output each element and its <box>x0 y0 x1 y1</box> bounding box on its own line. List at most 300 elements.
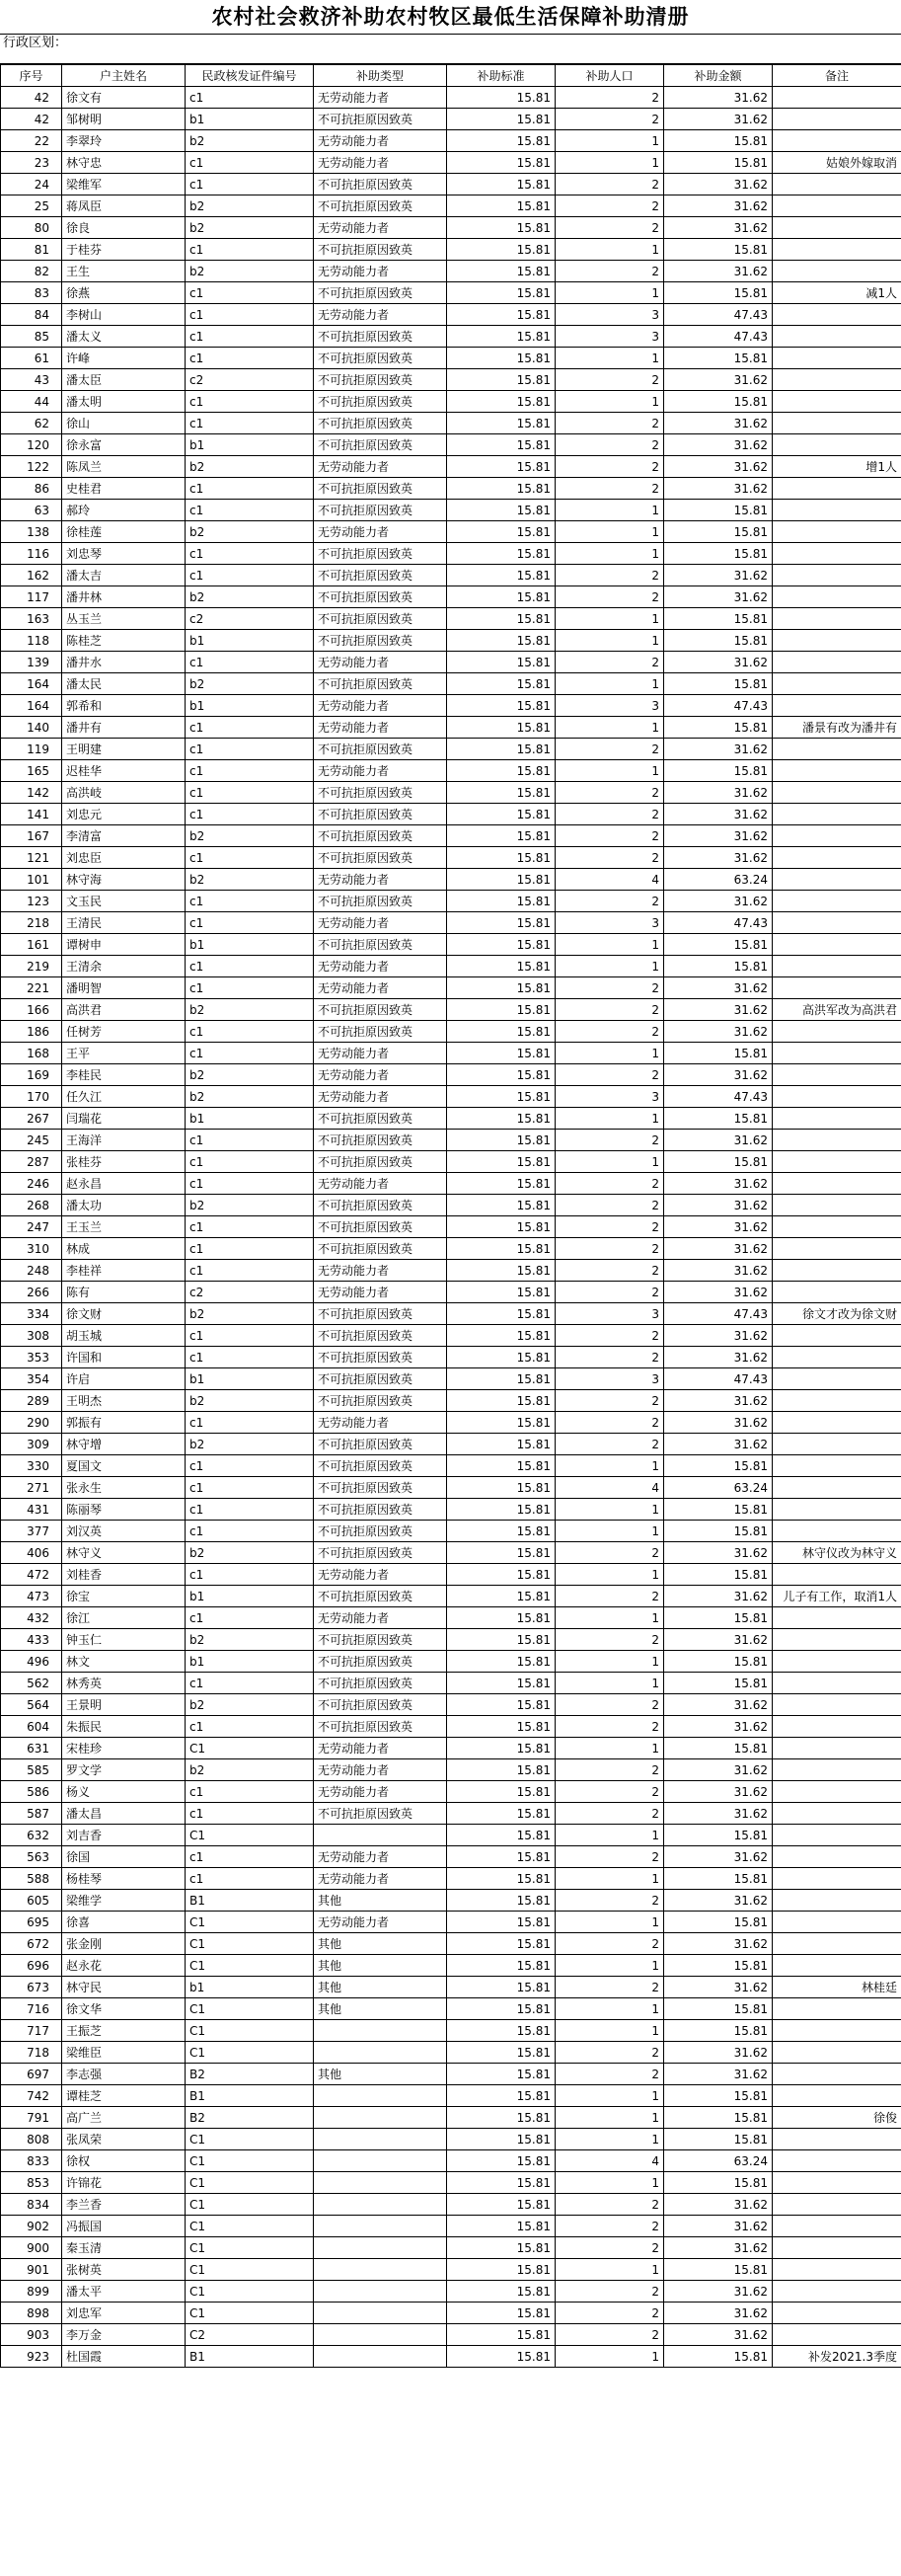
standard-cell: 15.81 <box>447 2172 556 2194</box>
population-cell: 1 <box>556 1738 664 1759</box>
population-cell: 2 <box>556 2324 664 2346</box>
amount-cell: 31.62 <box>664 999 773 1021</box>
seq-cell: 672 <box>1 1933 62 1955</box>
remark-cell <box>773 1673 901 1694</box>
seq-cell: 81 <box>1 239 62 261</box>
standard-cell: 15.81 <box>447 891 556 912</box>
type-cell: 不可抗拒原因致英 <box>314 1521 447 1542</box>
standard-cell: 15.81 <box>447 1629 556 1651</box>
table-row <box>1 1998 901 2020</box>
remark-cell <box>773 130 901 152</box>
seq-cell: 266 <box>1 1282 62 1303</box>
name-cell: 许启 <box>62 1368 186 1390</box>
standard-cell: 15.81 <box>447 2303 556 2324</box>
remark-cell <box>773 630 901 652</box>
seq-cell: 898 <box>1 2303 62 2324</box>
cert-cell: c1 <box>186 1477 314 1499</box>
name-cell: 文玉民 <box>62 891 186 912</box>
standard-cell: 15.81 <box>447 869 556 891</box>
population-cell: 2 <box>556 2194 664 2216</box>
amount-cell: 47.43 <box>664 1086 773 1108</box>
remark-cell <box>773 217 901 239</box>
remark-cell <box>773 1759 901 1781</box>
table-row <box>1 304 901 326</box>
remark-cell: 徐文才改为徐文财 <box>773 1303 901 1325</box>
seq-cell: 632 <box>1 1825 62 1846</box>
cert-cell: c1 <box>186 239 314 261</box>
type-cell: 不可抗拒原因致英 <box>314 543 447 565</box>
population-cell: 2 <box>556 1325 664 1347</box>
seq-cell: 80 <box>1 217 62 239</box>
cert-cell: c1 <box>186 956 314 977</box>
cert-cell: b2 <box>186 1303 314 1325</box>
type-cell: 无劳动能力者 <box>314 130 447 152</box>
table-row <box>1 891 901 912</box>
standard-cell: 15.81 <box>447 1542 556 1564</box>
type-cell: 无劳动能力者 <box>314 1564 447 1586</box>
seq-cell: 406 <box>1 1542 62 1564</box>
remark-cell <box>773 2237 901 2259</box>
seq-cell: 168 <box>1 1043 62 1064</box>
column-header: 民政核发证件编号 <box>186 65 314 87</box>
table-row <box>1 1759 901 1781</box>
amount-cell: 15.81 <box>664 2129 773 2150</box>
remark-cell <box>773 261 901 282</box>
cert-cell: c1 <box>186 1803 314 1825</box>
standard-cell: 15.81 <box>447 1130 556 1151</box>
cert-cell: b2 <box>186 261 314 282</box>
type-cell: 无劳动能力者 <box>314 956 447 977</box>
standard-cell: 15.81 <box>447 1086 556 1108</box>
seq-cell: 170 <box>1 1086 62 1108</box>
remark-cell <box>773 2042 901 2064</box>
cert-cell: c2 <box>186 369 314 391</box>
standard-cell: 15.81 <box>447 825 556 847</box>
relief-table <box>0 64 901 2368</box>
type-cell: 不可抗拒原因致英 <box>314 1325 447 1347</box>
table-row <box>1 1368 901 1390</box>
seq-cell: 334 <box>1 1303 62 1325</box>
remark-cell <box>773 1998 901 2020</box>
seq-cell: 142 <box>1 782 62 804</box>
seq-cell: 221 <box>1 977 62 999</box>
population-cell: 1 <box>556 1564 664 1586</box>
name-cell: 张桂芬 <box>62 1151 186 1173</box>
remark-cell <box>773 1955 901 1977</box>
remark-cell <box>773 1151 901 1173</box>
population-cell: 3 <box>556 1368 664 1390</box>
type-cell <box>314 2194 447 2216</box>
seq-cell: 169 <box>1 1064 62 1086</box>
table-row <box>1 956 901 977</box>
amount-cell: 15.81 <box>664 282 773 304</box>
seq-cell: 377 <box>1 1521 62 1542</box>
type-cell: 不可抗拒原因致英 <box>314 1021 447 1043</box>
seq-cell: 562 <box>1 1673 62 1694</box>
type-cell: 不可抗拒原因致英 <box>314 1347 447 1368</box>
table-row <box>1 1238 901 1260</box>
seq-cell: 85 <box>1 326 62 348</box>
cert-cell: b1 <box>186 1977 314 1998</box>
amount-cell: 31.62 <box>664 2324 773 2346</box>
cert-cell: b2 <box>186 521 314 543</box>
type-cell: 不可抗拒原因致英 <box>314 999 447 1021</box>
table-row <box>1 413 901 434</box>
type-cell: 无劳动能力者 <box>314 261 447 282</box>
name-cell: 徐良 <box>62 217 186 239</box>
amount-cell: 15.81 <box>664 608 773 630</box>
amount-cell: 15.81 <box>664 1151 773 1173</box>
standard-cell: 15.81 <box>447 673 556 695</box>
standard-cell: 15.81 <box>447 652 556 673</box>
seq-cell: 899 <box>1 2281 62 2303</box>
standard-cell: 15.81 <box>447 282 556 304</box>
seq-cell: 219 <box>1 956 62 977</box>
standard-cell: 15.81 <box>447 782 556 804</box>
name-cell: 王生 <box>62 261 186 282</box>
table-row <box>1 521 901 543</box>
name-cell: 赵永昌 <box>62 1173 186 1195</box>
column-header: 补助类型 <box>314 65 447 87</box>
amount-cell: 15.81 <box>664 543 773 565</box>
population-cell: 2 <box>556 109 664 130</box>
remark-cell: 林桂廷 <box>773 1977 901 1998</box>
remark-cell <box>773 1347 901 1368</box>
amount-cell: 31.62 <box>664 1890 773 1912</box>
cert-cell: c1 <box>186 391 314 413</box>
cert-cell: C1 <box>186 2129 314 2150</box>
amount-cell: 31.62 <box>664 2194 773 2216</box>
cert-cell: C1 <box>186 2172 314 2194</box>
type-cell: 不可抗拒原因致英 <box>314 1368 447 1390</box>
standard-cell: 15.81 <box>447 2216 556 2237</box>
seq-cell: 267 <box>1 1108 62 1130</box>
type-cell: 无劳动能力者 <box>314 87 447 109</box>
cert-cell: c1 <box>186 478 314 500</box>
standard-cell: 15.81 <box>447 261 556 282</box>
name-cell: 林守海 <box>62 869 186 891</box>
remark-cell <box>773 1086 901 1108</box>
cert-cell: c2 <box>186 1282 314 1303</box>
name-cell: 许锦花 <box>62 2172 186 2194</box>
table-row <box>1 1607 901 1629</box>
amount-cell: 15.81 <box>664 1912 773 1933</box>
type-cell: 无劳动能力者 <box>314 1781 447 1803</box>
type-cell: 不可抗拒原因致英 <box>314 174 447 195</box>
remark-cell <box>773 847 901 869</box>
cert-cell: c1 <box>186 1564 314 1586</box>
name-cell: 冯振国 <box>62 2216 186 2237</box>
name-cell: 任树芳 <box>62 1021 186 1043</box>
population-cell: 2 <box>556 434 664 456</box>
cert-cell: b2 <box>186 130 314 152</box>
remark-cell <box>773 1499 901 1521</box>
table-row <box>1 152 901 174</box>
population-cell: 2 <box>556 999 664 1021</box>
remark-cell <box>773 239 901 261</box>
seq-cell: 61 <box>1 348 62 369</box>
type-cell: 不可抗拒原因致英 <box>314 434 447 456</box>
seq-cell: 586 <box>1 1781 62 1803</box>
remark-cell <box>773 1846 901 1868</box>
table-row <box>1 804 901 825</box>
cert-cell: c1 <box>186 1607 314 1629</box>
table-row <box>1 1282 901 1303</box>
seq-cell: 165 <box>1 760 62 782</box>
name-cell: 潘太义 <box>62 326 186 348</box>
cert-cell: b2 <box>186 673 314 695</box>
name-cell: 徐江 <box>62 1607 186 1629</box>
type-cell: 不可抗拒原因致英 <box>314 565 447 586</box>
amount-cell: 31.62 <box>664 977 773 999</box>
population-cell: 1 <box>556 500 664 521</box>
name-cell: 蒋凤臣 <box>62 195 186 217</box>
standard-cell: 15.81 <box>447 348 556 369</box>
amount-cell: 15.81 <box>664 1868 773 1890</box>
seq-cell: 122 <box>1 456 62 478</box>
cert-cell: c1 <box>186 1846 314 1868</box>
name-cell: 王海洋 <box>62 1130 186 1151</box>
seq-cell: 167 <box>1 825 62 847</box>
amount-cell: 31.62 <box>664 2064 773 2085</box>
seq-cell: 900 <box>1 2237 62 2259</box>
cert-cell: b1 <box>186 630 314 652</box>
remark-cell: 潘景有改为潘井有 <box>773 717 901 739</box>
name-cell: 于桂芬 <box>62 239 186 261</box>
remark-cell <box>773 174 901 195</box>
population-cell: 3 <box>556 1086 664 1108</box>
cert-cell: c1 <box>186 739 314 760</box>
name-cell: 朱振民 <box>62 1716 186 1738</box>
name-cell: 刘忠琴 <box>62 543 186 565</box>
standard-cell: 15.81 <box>447 1586 556 1607</box>
amount-cell: 15.81 <box>664 2259 773 2281</box>
table-row <box>1 1325 901 1347</box>
type-cell: 其他 <box>314 1933 447 1955</box>
name-cell: 潘井有 <box>62 717 186 739</box>
standard-cell: 15.81 <box>447 1564 556 1586</box>
seq-cell: 83 <box>1 282 62 304</box>
type-cell <box>314 2020 447 2042</box>
name-cell: 丛玉兰 <box>62 608 186 630</box>
remark-cell <box>773 2129 901 2150</box>
cert-cell: c1 <box>186 1325 314 1347</box>
cert-cell: b2 <box>186 1694 314 1716</box>
seq-cell: 853 <box>1 2172 62 2194</box>
remark-cell <box>773 739 901 760</box>
table-row <box>1 869 901 891</box>
name-cell: 徐永富 <box>62 434 186 456</box>
population-cell: 2 <box>556 1759 664 1781</box>
standard-cell: 15.81 <box>447 174 556 195</box>
name-cell: 许国和 <box>62 1347 186 1368</box>
seq-cell: 808 <box>1 2129 62 2150</box>
standard-cell: 15.81 <box>447 1173 556 1195</box>
population-cell: 2 <box>556 1216 664 1238</box>
name-cell: 徐燕 <box>62 282 186 304</box>
column-header: 补助金额 <box>664 65 773 87</box>
population-cell: 1 <box>556 1108 664 1130</box>
amount-cell: 15.81 <box>664 500 773 521</box>
standard-cell: 15.81 <box>447 1260 556 1282</box>
population-cell: 2 <box>556 1412 664 1434</box>
standard-cell: 15.81 <box>447 1282 556 1303</box>
remark-cell: 高洪军改为高洪君 <box>773 999 901 1021</box>
seq-cell: 186 <box>1 1021 62 1043</box>
seq-cell: 604 <box>1 1716 62 1738</box>
name-cell: 林守忠 <box>62 152 186 174</box>
name-cell: 潘太昌 <box>62 1803 186 1825</box>
name-cell: 李清富 <box>62 825 186 847</box>
type-cell: 不可抗拒原因致英 <box>314 1455 447 1477</box>
amount-cell: 31.62 <box>664 1216 773 1238</box>
table-row <box>1 87 901 109</box>
type-cell: 无劳动能力者 <box>314 1738 447 1759</box>
seq-cell: 84 <box>1 304 62 326</box>
name-cell: 杨桂琴 <box>62 1868 186 1890</box>
remark-cell <box>773 326 901 348</box>
seq-cell: 631 <box>1 1738 62 1759</box>
table-row <box>1 326 901 348</box>
standard-cell: 15.81 <box>447 1868 556 1890</box>
standard-cell: 15.81 <box>447 2281 556 2303</box>
seq-cell: 82 <box>1 261 62 282</box>
table-row <box>1 174 901 195</box>
seq-cell: 605 <box>1 1890 62 1912</box>
cert-cell: C1 <box>186 2237 314 2259</box>
amount-cell: 47.43 <box>664 326 773 348</box>
standard-cell: 15.81 <box>447 999 556 1021</box>
name-cell: 徐桂莲 <box>62 521 186 543</box>
name-cell: 许峰 <box>62 348 186 369</box>
type-cell: 不可抗拒原因致英 <box>314 1303 447 1325</box>
amount-cell: 15.81 <box>664 1564 773 1586</box>
type-cell: 不可抗拒原因致英 <box>314 1390 447 1412</box>
remark-cell <box>773 1455 901 1477</box>
amount-cell: 47.43 <box>664 912 773 934</box>
table-row <box>1 1673 901 1694</box>
remark-cell <box>773 195 901 217</box>
cert-cell: C1 <box>186 2042 314 2064</box>
population-cell: 1 <box>556 760 664 782</box>
name-cell: 王明建 <box>62 739 186 760</box>
seq-cell: 903 <box>1 2324 62 2346</box>
population-cell: 2 <box>556 1347 664 1368</box>
table-row <box>1 456 901 478</box>
table-row <box>1 934 901 956</box>
type-cell <box>314 1825 447 1846</box>
seq-cell: 247 <box>1 1216 62 1238</box>
amount-cell: 31.62 <box>664 2303 773 2324</box>
cert-cell: C1 <box>186 2216 314 2237</box>
seq-cell: 163 <box>1 608 62 630</box>
name-cell: 潘井林 <box>62 586 186 608</box>
type-cell: 无劳动能力者 <box>314 1282 447 1303</box>
population-cell: 2 <box>556 1195 664 1216</box>
cert-cell: c1 <box>186 1673 314 1694</box>
standard-cell: 15.81 <box>447 1716 556 1738</box>
population-cell: 2 <box>556 1846 664 1868</box>
remark-cell: 徐俊 <box>773 2107 901 2129</box>
seq-cell: 164 <box>1 695 62 717</box>
standard-cell: 15.81 <box>447 500 556 521</box>
standard-cell: 15.81 <box>447 2194 556 2216</box>
standard-cell: 15.81 <box>447 1651 556 1673</box>
remark-cell <box>773 369 901 391</box>
seq-cell: 902 <box>1 2216 62 2237</box>
name-cell: 任久江 <box>62 1086 186 1108</box>
remark-cell <box>773 521 901 543</box>
table-row <box>1 1846 901 1868</box>
population-cell: 2 <box>556 847 664 869</box>
cert-cell: b2 <box>186 869 314 891</box>
remark-cell: 补发2021.3季度 <box>773 2346 901 2368</box>
remark-cell <box>773 2216 901 2237</box>
remark-cell <box>773 304 901 326</box>
population-cell: 2 <box>556 1977 664 1998</box>
table-row <box>1 782 901 804</box>
seq-cell: 717 <box>1 2020 62 2042</box>
seq-cell: 141 <box>1 804 62 825</box>
remark-cell <box>773 478 901 500</box>
population-cell: 1 <box>556 1607 664 1629</box>
remark-cell <box>773 586 901 608</box>
standard-cell: 15.81 <box>447 847 556 869</box>
table-row <box>1 1216 901 1238</box>
table-row <box>1 760 901 782</box>
cert-cell: c1 <box>186 326 314 348</box>
table-row <box>1 608 901 630</box>
name-cell: 梁维军 <box>62 174 186 195</box>
table-row <box>1 673 901 695</box>
remark-cell <box>773 109 901 130</box>
name-cell: 李万金 <box>62 2324 186 2346</box>
population-cell: 3 <box>556 912 664 934</box>
population-cell: 2 <box>556 782 664 804</box>
standard-cell: 15.81 <box>447 1455 556 1477</box>
remark-cell <box>773 1694 901 1716</box>
population-cell: 2 <box>556 1238 664 1260</box>
standard-cell: 15.81 <box>447 804 556 825</box>
cert-cell: b1 <box>186 1108 314 1130</box>
type-cell: 不可抗拒原因致英 <box>314 586 447 608</box>
remark-cell <box>773 760 901 782</box>
standard-cell: 15.81 <box>447 369 556 391</box>
type-cell: 不可抗拒原因致英 <box>314 1586 447 1607</box>
type-cell: 其他 <box>314 2064 447 2085</box>
type-cell: 不可抗拒原因致英 <box>314 1651 447 1673</box>
name-cell: 徐文有 <box>62 87 186 109</box>
standard-cell: 15.81 <box>447 1347 556 1368</box>
seq-cell: 716 <box>1 1998 62 2020</box>
cert-cell: c1 <box>186 1130 314 1151</box>
name-cell: 高广兰 <box>62 2107 186 2129</box>
cert-cell: c1 <box>186 565 314 586</box>
type-cell: 无劳动能力者 <box>314 912 447 934</box>
standard-cell: 15.81 <box>447 304 556 326</box>
name-cell: 刘桂香 <box>62 1564 186 1586</box>
population-cell: 2 <box>556 87 664 109</box>
amount-cell: 15.81 <box>664 130 773 152</box>
table-row <box>1 2020 901 2042</box>
cert-cell: b2 <box>186 456 314 478</box>
standard-cell: 15.81 <box>447 1303 556 1325</box>
type-cell: 不可抗拒原因致英 <box>314 804 447 825</box>
type-cell: 无劳动能力者 <box>314 760 447 782</box>
table-row <box>1 977 901 999</box>
type-cell: 不可抗拒原因致英 <box>314 1130 447 1151</box>
column-header: 序号 <box>1 65 62 87</box>
